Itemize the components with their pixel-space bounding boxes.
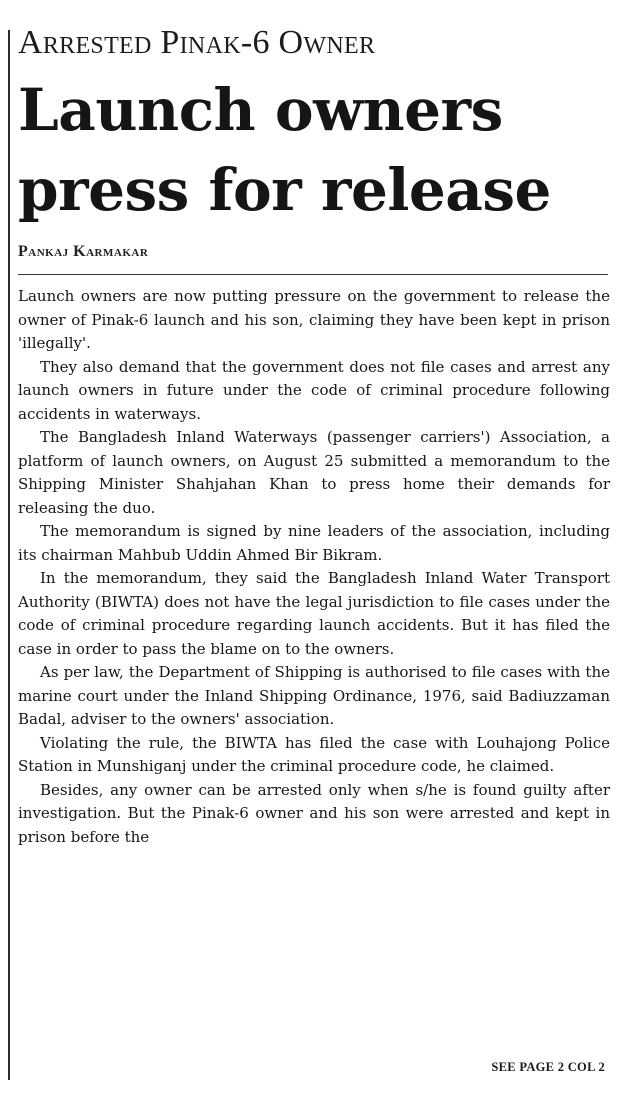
kicker: Arrested Pinak-6 Owner bbox=[18, 24, 376, 61]
news-article bbox=[18, 0, 610, 849]
paragraph: In the memorandum, they said the Bangladesh Inland Water Transport Authority (BIWTA) does not have the legal jurisdiction to file cases under the code of criminal procedure regarding launch accidents. But it has filed the case in order to pass the blame on to the owners. bbox=[18, 569, 610, 658]
paragraph: They also demand that the government does not file cases and arrest any launch owners in future under the code of criminal procedure following accidents in waterways. bbox=[18, 357, 610, 423]
paragraph: Violating the rule, the BIWTA has filed the case with Louhajong Police Station in Munshiganj under the criminal procedure code, he claimed. bbox=[18, 733, 610, 775]
paragraph: As per law, the Department of Shipping is authorised to file cases with the marine court under the Inland Shipping Ordinance, 1976, said Badiuzzaman Badal, adviser to the owners' association. bbox=[18, 663, 610, 728]
byline: Pankaj Karmakar bbox=[18, 243, 149, 260]
paragraph: Besides, any owner can be arrested only when s/he is found guilty after investigation. But the Pinak-6 owner and his son were arrested and kept in prison before the bbox=[18, 780, 610, 846]
headline: Launch owners press for release bbox=[18, 76, 551, 224]
paragraph: The Bangladesh Inland Waterways (passenger carriers') Association, a platform of launch owners, on August 25 submitted a memorandum to the Shipping Minister Shahjahan Khan to press home their demands for releasing the duo. bbox=[18, 428, 610, 517]
article-body bbox=[18, 285, 610, 849]
continued-jump-line: SEE PAGE 2 COL 2 bbox=[491, 1060, 605, 1074]
paragraph: The memorandum is signed by nine leaders of the association, including its chairman Mahbub Uddin Ahmed Bir Bikram. bbox=[18, 522, 610, 564]
paragraph: Launch owners are now putting pressure on the government to release the owner of Pinak-6 launch and his son, claiming they have been kept in prison 'illegally'. bbox=[18, 287, 610, 352]
column-rule bbox=[8, 30, 10, 1080]
byline-divider bbox=[18, 274, 608, 275]
